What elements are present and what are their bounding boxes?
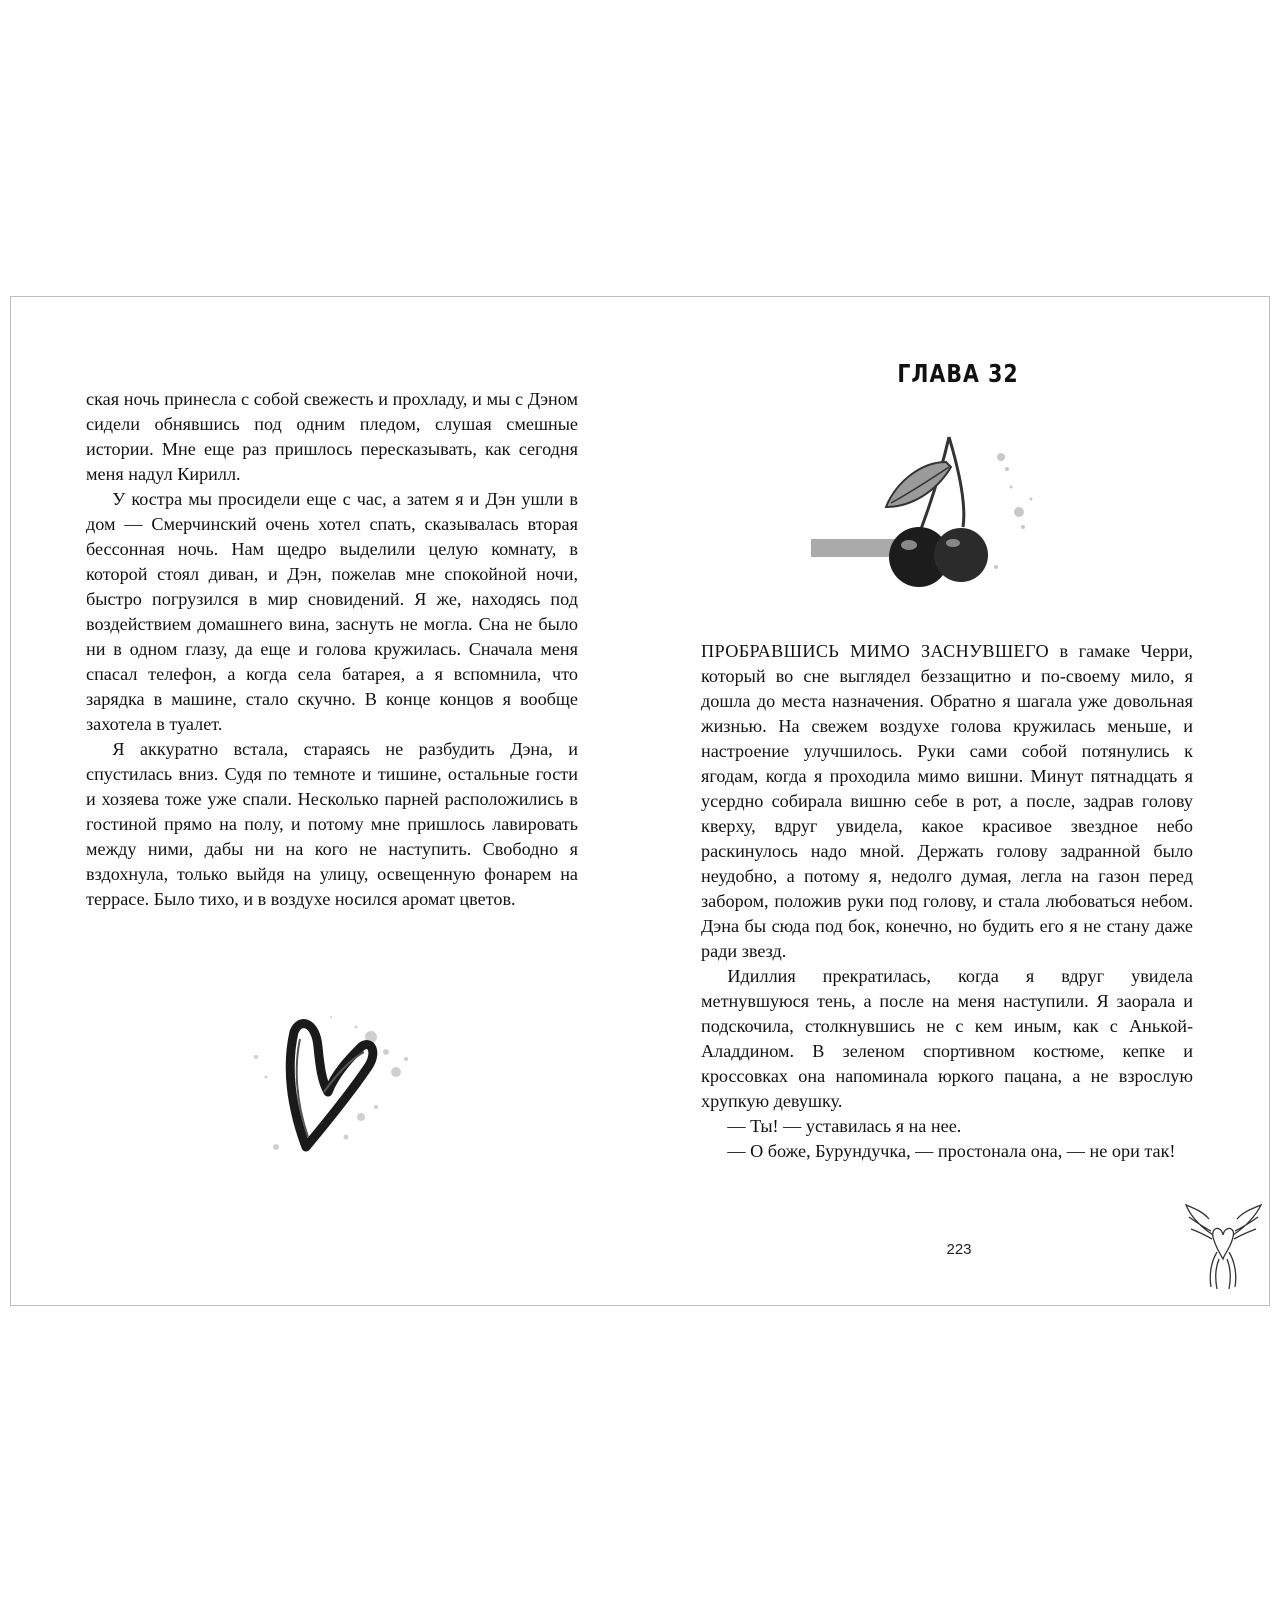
paragraph: — О боже, Бурундучка, — простонала она, — не ори так! [727,1141,1176,1161]
heart-illustration [236,997,426,1167]
paragraph-continuation: в гамаке Черри, который во сне выглядел беззащитно и по-своему мило, я дошла до места назначения. Обратно я шагала уже довольная жизнью. На свежем воздухе голова кружилась меньше, и настроение улучшилось. Руки сами собой потянулись к ягодам, когда я проходила мимо вишни. Минут пятнадцать я усердно собирала вишню себе в рот, а после, задрав голову кверху, вдруг увидела, какое красивое звездное небо раскинулось надо мной. Держать голову задранной было неудобно, а потому я, недолго думая, легла на газон перед забором, положив руки под голову, и стала любоваться небом. Дэна бы сюда под бок, конечно, но будить его я не стану даже ради звезд. [701,641,1193,961]
left-page-text [86,387,578,912]
winged-heart-illustration [1181,1197,1266,1292]
paragraph: Я аккуратно встала, стараясь не разбудить Дэна, и спустилась вниз. Судя по темноте и тишине, остальные гости и хозяева тоже уже спали. Несколько парней расположились в гостиной прямо на полу, и потому мне пришлось лавировать между ними, дабы ни на кого не наступить. Свободно я вздохнула, только выйдя на улицу, освещенную фонарем на террасе. Было тихо, и в воздухе носился аромат цветов. [86,739,578,909]
paragraph: ская ночь принесла с собой свежесть и прохладу, и мы с Дэном сидели обнявшись под одним пледом, слушая смешные истории. Мне еще раз пришлось пересказывать, как сегодня меня надул Кирилл. [86,389,578,484]
paragraph: — Ты! — уставилась я на нее. [727,1116,962,1136]
page-number: 223 [946,1241,972,1258]
chapter-title: ГЛАВА 32 [897,359,1019,388]
left-page [11,297,641,1305]
paragraph: У костра мы просидели еще с час, а затем я и Дэн ушли в дом — Смерчинский очень хотел спать, сказывалась вторая бессонная ночь. Нам щедро выделили целую комнату, в которой стоял диван, и Дэн, пожелав мне спокойной ночи, быстро погрузился в мир сновидений. Я же, находясь под воздействием домашнего вина, заснуть не могла. Сна не было ни в одном глазу, да еще и голова кружилась. Сначала меня спасал телефон, а когда села батарея, а я вспомнила, что зарядка в машине, стало скучно. В конце концов я вообще захотела в туалет. [86,489,578,734]
right-page [641,297,1271,1305]
paragraph [701,639,1193,964]
lead-in: ПРОБРАВШИСЬ МИМО ЗАСНУВШЕГО [701,641,1049,661]
right-page-text [701,639,1193,1164]
paragraph: Идиллия прекратилась, когда я вдруг увидела метнувшуюся тень, а после на меня наступили. Я заорала и подскочила, столкнувшись не с кем иным, как с Анькой-Аладдином. В зеленом спортивном костюме, кепке и кроссовках она напоминала юркого пацана, а не взрослую хрупкую девушку. [701,966,1193,1111]
book-spread [10,296,1270,1306]
cherry-illustration [811,427,1071,597]
